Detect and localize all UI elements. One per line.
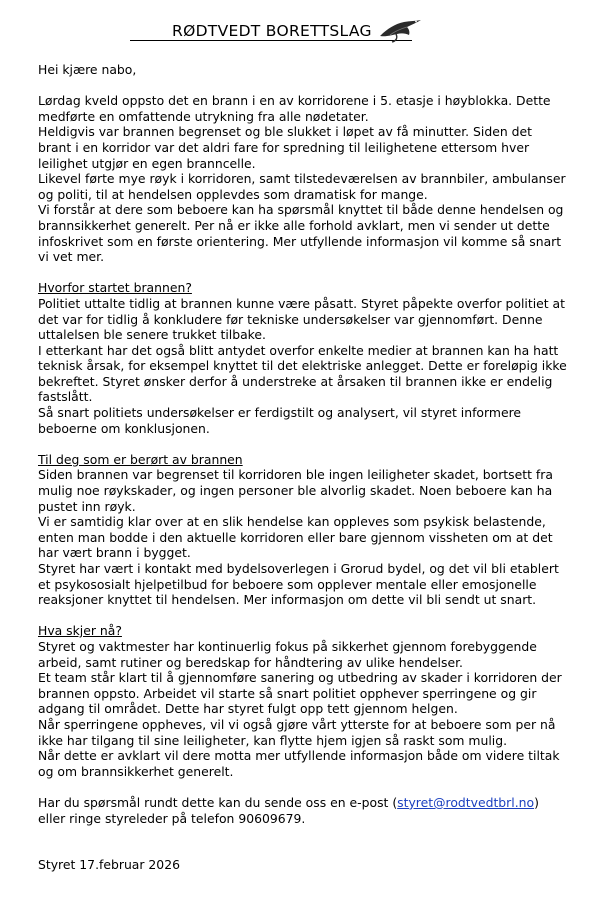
section-paragraph: Styret har vært i kontakt med bydelsoverlegen i Grorud bydel, og det vil bli etablert et psykososialt hjelpetilbud for beboere som opplever mentale eller emosjonelle reaksjoner knyttet til hendelsen. Mer informasjon om dette vil bli sendt ut snart. (38, 561, 559, 608)
contact-line (38, 795, 568, 811)
section-paragraph: I etterkant har det også blitt antydet overfor enkelte medier at brannen kan ha hatt teknisk årsak, for eksempel knyttet til det elektriske anlegget. Dette er foreløpig ikke bekreftet. Styret ønsker derfor å understreke at årsaken til brannen ikke er endelig fastslått. (38, 342, 567, 405)
section-paragraph: Når sperringene oppheves, vil vi også gjøre vårt ytterste for at beboere som per nå ikke har tilgang til sine leiligheter, kan flytte hjem igjen så raskt som mulig. (38, 716, 556, 748)
letterhead (0, 0, 608, 44)
email-link[interactable]: styret@rodtvedtbrl.no (397, 794, 535, 810)
contact-text: Har du spørsmål rundt dette kan du sende oss en e-post ( (38, 794, 398, 810)
section-paragraph: Et team står klart til å gjennomføre sanering og utbedring av skader i korridoren der brannen oppsto. Arbeidet vil starte så snart politiet opphever sperringene og gir adgang til området. Dette har styret fulgt opp tett gjennom helgen. (38, 670, 562, 717)
contact-phone-line: eller ringe styreleder på telefon 90609679. (38, 810, 306, 826)
letterhead-title: RØDTVEDT BORETTSLAG (172, 22, 372, 40)
bird-logo-icon (376, 14, 422, 44)
letter-body (38, 62, 568, 873)
intro-paragraph: Lørdag kveld oppsto det en brann i en av korridorene i 5. etasje i høyblokka. Dette medførte en omfattende utrykning fra alle nødetater. (38, 93, 551, 124)
section-paragraph: Siden brannen var begrenset til korridoren ble ingen leiligheter skadet, bortsett fra mulig noe røykskader, og ingen personer ble alvorlig skadet. Noen beboere kan ha pustet inn røyk. (38, 467, 553, 514)
section-heading-cause: Hvorfor startet brannen? (38, 280, 192, 296)
letterhead-rule (130, 40, 412, 41)
section-heading-next-steps: Hva skjer nå? (38, 623, 122, 639)
section-paragraph: Vi er samtidig klar over at en slik hendelse kan oppleves som psykisk belastende, enten man bodde i den aktuelle korridoren eller bare gjennom vissheten om at det har vært brann i bygget. (38, 514, 553, 561)
intro-paragraph: Heldigvis var brannen begrenset og ble slukket i løpet av få minutter. Siden det brant i en korridor var det aldri fare for spredning til leilighetene ettersom hver leilighet utgjør en egen branncelle. (38, 124, 532, 171)
intro-paragraph: Likevel førte mye røyk i korridoren, samt tilstedeværelsen av brannbiler, ambulanser og politi, til at hendelsen opplevdes som dramatisk for mange. (38, 171, 566, 202)
section-paragraph: Når dette er avklart vil dere motta mer utfyllende informasjon både om videre tiltak og om brannsikkerhet generelt. (38, 748, 560, 779)
contact-text-end: ) (534, 794, 539, 810)
section-paragraph: Så snart politiets undersøkelser er ferdigstilt og analysert, vil styret informere beboerne om konklusjonen. (38, 405, 522, 436)
signature: Styret 17.februar 2026 (38, 857, 180, 873)
section-heading-affected: Til deg som er berørt av brannen (38, 451, 243, 467)
section-paragraph: Politiet uttalte tidlig at brannen kunne være påsatt. Styret påpekte overfor politiet at det var for tidlig å konkludere før tekniske undersøkelser var gjennomført. Denne uttalelsen ble senere trukket tilbake. (38, 295, 566, 343)
section-paragraph: Styret og vaktmester har kontinuerlig fokus på sikkerhet gjennom forebyggende arbeid, samt rutiner og beredskap for håndtering av ulike hendelser. (38, 638, 537, 670)
greeting: Hei kjære nabo, (38, 62, 137, 77)
intro-paragraph: Vi forstår at dere som beboere kan ha spørsmål knyttet til både denne hendelsen og brannsikkerhet generelt. Per nå er ikke alle forhold avklart, men vi sender ut dette infoskrivet som en første orientering. Mer utfyllende informasjon vil komme så snart vi vet mer. (38, 202, 564, 265)
